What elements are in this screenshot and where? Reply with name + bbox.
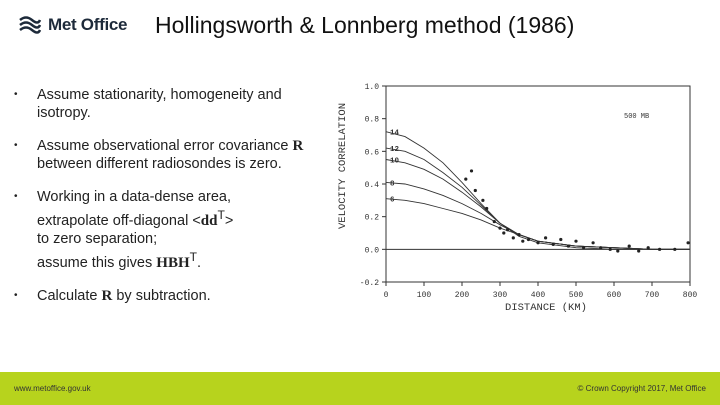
bullet-text: Calculate bbox=[37, 287, 102, 304]
met-office-logo-icon bbox=[18, 14, 42, 36]
y-tick-label: -0.2 bbox=[359, 279, 379, 288]
data-point bbox=[599, 246, 602, 249]
bullet-text: Working in a data-dense area, bbox=[37, 189, 231, 205]
bullet-item bbox=[14, 86, 332, 122]
x-axis-label: DISTANCE (KM) bbox=[505, 302, 587, 314]
data-point bbox=[609, 248, 612, 251]
bullet-item bbox=[14, 287, 332, 305]
data-point bbox=[474, 189, 477, 192]
y-tick-label: 0.4 bbox=[364, 181, 379, 190]
x-tick-label: 700 bbox=[644, 291, 660, 300]
series-label: 12 bbox=[390, 146, 400, 155]
footer-url: www.metoffice.gov.uk bbox=[14, 384, 91, 393]
data-point bbox=[498, 227, 501, 230]
y-tick-label: 1.0 bbox=[364, 83, 379, 92]
data-point bbox=[616, 249, 619, 252]
math-superscript: T bbox=[189, 249, 198, 264]
bullet-text: > bbox=[224, 212, 234, 229]
x-tick-label: 300 bbox=[492, 291, 508, 300]
series-label: 14 bbox=[390, 129, 400, 138]
bullet-item bbox=[14, 188, 332, 272]
bullet-text: extrapolate off-diagonal < bbox=[37, 212, 201, 229]
series-line bbox=[386, 182, 690, 249]
y-tick-label: 0.2 bbox=[364, 213, 379, 223]
data-point bbox=[502, 231, 505, 234]
data-point bbox=[628, 244, 631, 247]
bullet-list bbox=[14, 86, 332, 320]
x-tick-label: 100 bbox=[416, 291, 432, 300]
met-office-logo bbox=[18, 14, 127, 36]
bullet-text: . bbox=[197, 254, 202, 271]
data-point bbox=[582, 246, 585, 249]
data-point bbox=[517, 233, 520, 236]
correlation-chart bbox=[334, 74, 706, 320]
x-ticks bbox=[384, 282, 698, 300]
chart-annotation: 500 MB bbox=[624, 113, 650, 121]
bullet-dot: • bbox=[14, 191, 18, 202]
logo-text: Met Office bbox=[48, 15, 128, 34]
data-point bbox=[527, 238, 530, 241]
series-label: 8 bbox=[390, 180, 395, 189]
data-point bbox=[470, 169, 473, 172]
data-point bbox=[506, 228, 509, 231]
math-symbol: dd bbox=[200, 212, 218, 229]
data-point bbox=[574, 240, 577, 243]
data-point bbox=[673, 248, 676, 251]
math-symbol: R bbox=[292, 138, 304, 154]
series-line bbox=[386, 129, 690, 250]
y-axis-label: VELOCITY CORRELATION bbox=[337, 102, 349, 230]
bullet-text: by subtraction. bbox=[112, 287, 211, 304]
bullet-text: isotropy. bbox=[37, 105, 91, 121]
math-superscript: T bbox=[217, 208, 225, 222]
data-point bbox=[481, 199, 484, 202]
data-point bbox=[658, 248, 661, 251]
bullet-text: between different radiosondes is zero. bbox=[37, 156, 282, 172]
bullet-dot: • bbox=[14, 89, 18, 100]
data-point bbox=[464, 178, 467, 181]
data-point bbox=[536, 241, 539, 244]
bullet-item bbox=[14, 137, 332, 173]
series-label: 10 bbox=[390, 157, 400, 166]
series-line bbox=[386, 148, 690, 249]
x-tick-label: 400 bbox=[530, 291, 546, 300]
footer-copyright: © Crown Copyright 2017, Met Office bbox=[577, 384, 706, 393]
data-point bbox=[592, 241, 595, 244]
data-point bbox=[687, 241, 690, 244]
data-point bbox=[512, 236, 515, 239]
y-tick-label: 0.0 bbox=[364, 246, 379, 256]
y-tick-label: 0.6 bbox=[364, 148, 379, 158]
footer-bar bbox=[0, 372, 720, 405]
data-point bbox=[559, 238, 562, 241]
data-point bbox=[544, 236, 547, 239]
data-point bbox=[485, 207, 488, 210]
data-point bbox=[637, 249, 640, 252]
x-tick-label: 800 bbox=[682, 291, 698, 300]
data-points bbox=[464, 169, 690, 252]
bullet-text: assume this gives bbox=[37, 254, 157, 271]
bullet-text: to zero separation; bbox=[37, 230, 158, 247]
math-symbol: HBH bbox=[156, 254, 190, 271]
bullet-text: Assume observational error covariance bbox=[37, 138, 293, 154]
y-ticks bbox=[360, 83, 386, 288]
x-tick-label: 200 bbox=[454, 291, 470, 300]
bullet-dot: • bbox=[14, 140, 18, 151]
curves bbox=[386, 130, 690, 250]
data-point bbox=[493, 220, 496, 223]
x-tick-label: 600 bbox=[606, 291, 622, 300]
data-point bbox=[567, 244, 570, 247]
page-title: Hollingsworth & Lonnberg method (1986) bbox=[155, 12, 575, 38]
x-tick-label: 0 bbox=[383, 291, 389, 300]
data-point bbox=[647, 246, 650, 249]
bullet-text: Assume stationarity, homogeneity and bbox=[37, 87, 282, 103]
series-line bbox=[386, 157, 690, 250]
x-tick-label: 500 bbox=[568, 291, 584, 300]
bullet-dot: • bbox=[14, 289, 18, 301]
y-tick-label: 0.8 bbox=[364, 115, 379, 125]
data-point bbox=[521, 240, 524, 243]
series-label: 6 bbox=[390, 196, 395, 205]
math-symbol: R bbox=[101, 287, 113, 304]
data-point bbox=[552, 243, 555, 246]
